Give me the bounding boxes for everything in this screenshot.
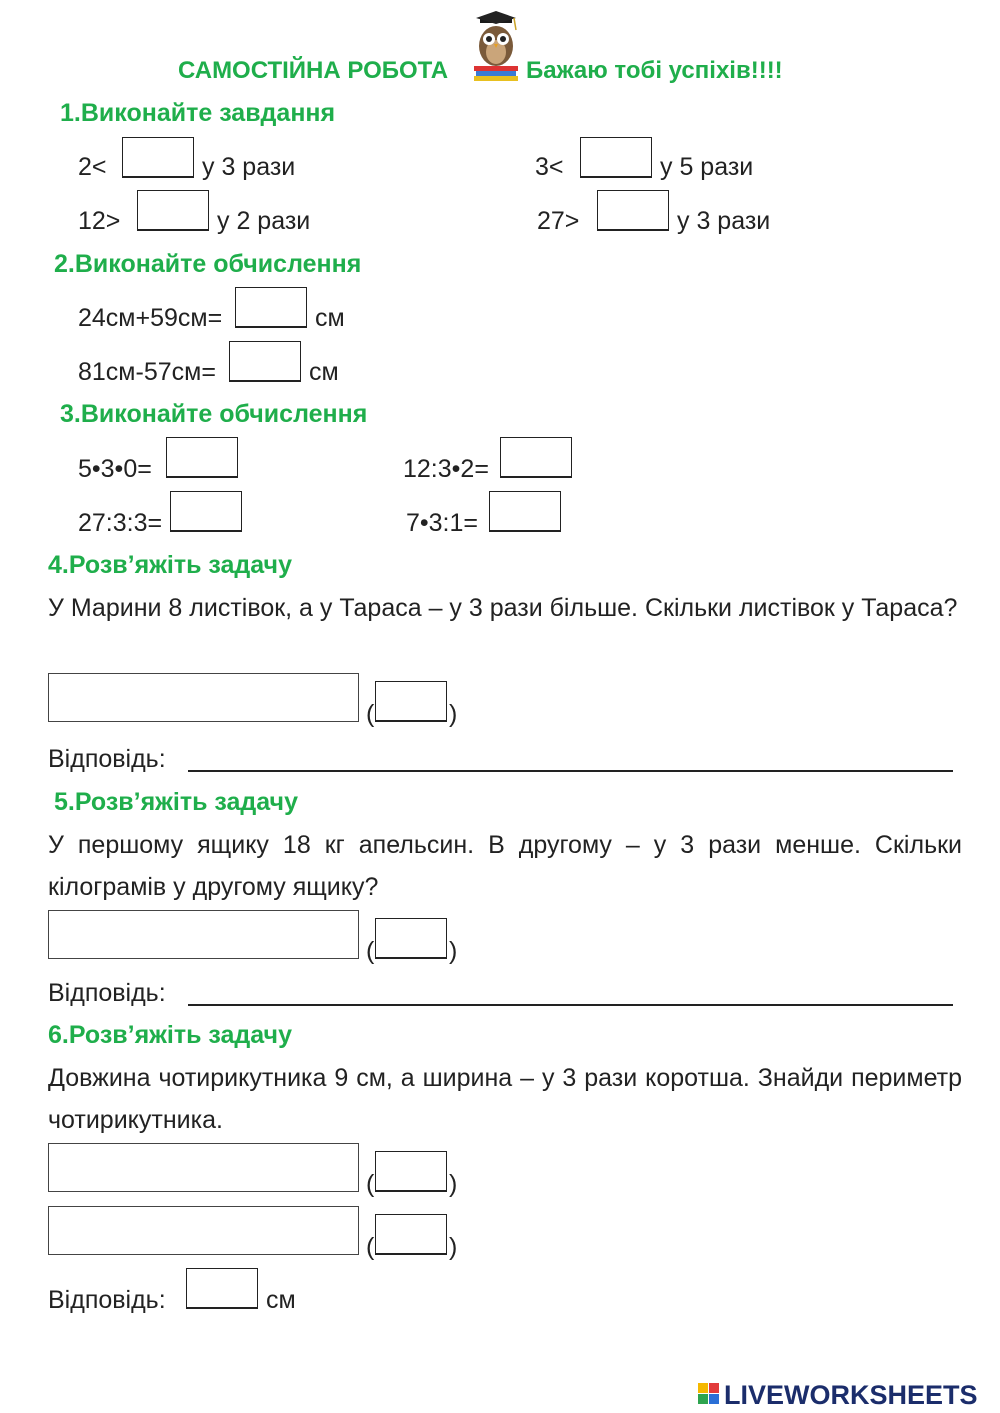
task6-result1-box[interactable] [375,1151,447,1192]
task4-expression-box[interactable] [48,673,359,722]
task6-heading: 6.Розв’яжіть задачу [48,1021,292,1049]
task4-result-box[interactable] [375,681,447,722]
task6-expression1-box[interactable] [48,1143,359,1192]
task3-item1-answer-box[interactable] [166,437,238,478]
task1-item3-suffix: у 2 рази [217,207,311,235]
task6-answer-unit: см [266,1286,296,1314]
task3-item3-prefix: 27:3:3= [78,509,163,537]
task5-answer-line[interactable] [188,1004,953,1006]
task2-item1-answer-box[interactable] [235,287,307,328]
task1-item2-prefix: 3< [535,153,564,181]
task4-answer-line[interactable] [188,770,953,772]
task6-expression2-box[interactable] [48,1206,359,1255]
task1-item2-answer-box[interactable] [580,137,652,178]
liveworksheets-cube-icon [698,1383,720,1405]
task5-heading: 5.Розв’яжіть задачу [54,788,298,816]
liveworksheets-logo[interactable]: LIVEWORKSHEETS [724,1380,978,1410]
task5-expression-box[interactable] [48,910,359,959]
task1-item4-prefix: 27> [537,207,580,235]
title-left: САМОСТІЙНА РОБОТА [178,57,449,84]
task6-text: Довжина чотирикутника 9 см, а ширина – у 3 рази коротша. Знайди периметр чотирикутника. [48,1064,962,1134]
task5-result-box[interactable] [375,918,447,959]
task1-item3-answer-box[interactable] [137,190,209,231]
task4-text: У Марини 8 листівок, а у Тараса – у 3 рази більше. Скільки листівок у Тараса? [48,594,958,622]
task3-item4-prefix: 7•3:1= [406,509,479,537]
task4-answer-label: Відповідь: [48,745,166,773]
task1-item1-suffix: у 3 рази [202,153,296,181]
task6-answer-label: Відповідь: [48,1286,166,1314]
task5-answer-label: Відповідь: [48,979,166,1007]
task6-paren-close-1: ) [449,1170,458,1198]
task2-item2-prefix: 81см-57см= [78,358,216,386]
task3-heading: 3.Виконайте обчислення [60,400,368,428]
task6-paren-open-1: ( [366,1170,375,1198]
task1-heading: 1.Виконайте завдання [60,99,336,127]
task5-text: У першому ящику 18 кг апельсин. В другому – у 3 рази менше. Скільки кілограмів у другому ящику? [48,831,962,901]
task5-paren-open: ( [366,937,375,965]
task3-item2-prefix: 12:3•2= [403,455,489,483]
task4-paren-close: ) [449,700,458,728]
task6-paren-open-2: ( [366,1233,375,1261]
title-right: Бажаю тобі успіхів!!!! [526,57,783,84]
task4-heading: 4.Розв’яжіть задачу [48,551,292,579]
task4-paren-open: ( [366,700,375,728]
task2-item1-suffix: см [315,304,345,332]
task2-heading: 2.Виконайте обчислення [54,250,362,278]
task6-answer-box[interactable] [186,1268,258,1309]
task2-item2-answer-box[interactable] [229,341,301,382]
task6-result2-box[interactable] [375,1214,447,1255]
task2-item1-prefix: 24см+59см= [78,304,223,332]
task2-item2-suffix: см [309,358,339,386]
owl-graduate-icon [470,8,522,82]
task3-item3-answer-box[interactable] [170,491,242,532]
task1-item1-answer-box[interactable] [122,137,194,178]
task5-paren-close: ) [449,937,458,965]
task1-item4-suffix: у 3 рази [677,207,771,235]
task3-item4-answer-box[interactable] [489,491,561,532]
task1-item2-suffix: у 5 рази [660,153,754,181]
task6-paren-close-2: ) [449,1233,458,1261]
task1-item3-prefix: 12> [78,207,121,235]
task3-item2-answer-box[interactable] [500,437,572,478]
task1-item1-prefix: 2< [78,153,107,181]
task1-item4-answer-box[interactable] [597,190,669,231]
task3-item1-prefix: 5•3•0= [78,455,152,483]
